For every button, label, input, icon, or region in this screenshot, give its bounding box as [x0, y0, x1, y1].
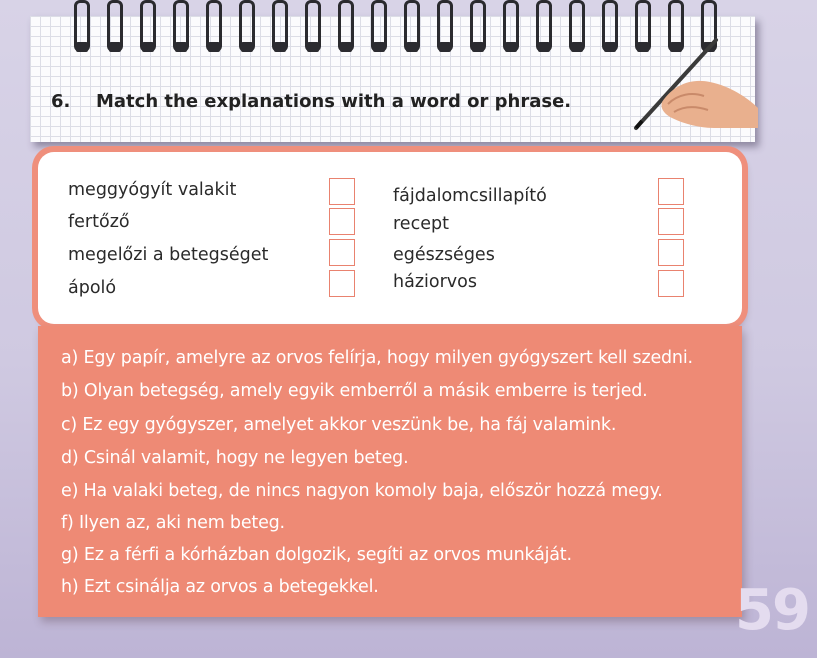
- answer-box[interactable]: [658, 208, 684, 235]
- spiral-ring: [470, 0, 486, 52]
- explanations-panel: [38, 326, 742, 617]
- answer-box[interactable]: [329, 178, 355, 205]
- explanation-c: c) Ez egy gyógyszer, amelyet akkor veszünk be, ha fáj valamink.: [61, 415, 617, 435]
- word-left-3: megelőzi a betegséget: [68, 245, 269, 265]
- spiral-ring: [602, 0, 618, 52]
- word-right-2: recept: [393, 214, 449, 234]
- spiral-ring: [437, 0, 453, 52]
- explanation-g: g) Ez a férfi a kórházban dolgozik, segíti az orvos munkáját.: [61, 545, 572, 565]
- explanation-d: d) Csinál valamit, hogy ne legyen beteg.: [61, 448, 409, 468]
- word-left-1: meggyógyít valakit: [68, 180, 237, 200]
- word-right-4: háziorvos: [393, 272, 477, 292]
- spiral-ring: [305, 0, 321, 52]
- word-left-4: ápoló: [68, 278, 117, 298]
- spiral-ring: [569, 0, 585, 52]
- explanation-f: f) Ilyen az, aki nem beteg.: [61, 513, 285, 533]
- explanation-b: b) Olyan betegség, amely egyik emberről a másik emberre is terjed.: [61, 381, 648, 401]
- spiral-ring: [239, 0, 255, 52]
- answer-box[interactable]: [329, 239, 355, 266]
- spiral-ring: [503, 0, 519, 52]
- word-right-3: egészséges: [393, 245, 495, 265]
- spiral-ring: [338, 0, 354, 52]
- task-number: 6.: [51, 91, 71, 112]
- page-number: 59: [735, 578, 809, 643]
- answer-box[interactable]: [658, 270, 684, 297]
- spiral-ring: [107, 0, 123, 52]
- answer-box[interactable]: [329, 208, 355, 235]
- word-right-1: fájdalomcsillapító: [393, 186, 547, 206]
- word-left-2: fertőző: [68, 212, 130, 232]
- task-instruction: Match the explanations with a word or phrase.: [96, 91, 572, 112]
- spiral-ring: [404, 0, 420, 52]
- word-panel: [38, 152, 742, 324]
- explanation-a: a) Egy papír, amelyre az orvos felírja, hogy milyen gyógyszert kell szedni.: [61, 348, 693, 368]
- spiral-ring: [272, 0, 288, 52]
- answer-box[interactable]: [658, 239, 684, 266]
- spiral-ring: [173, 0, 189, 52]
- answer-box[interactable]: [329, 270, 355, 297]
- spiral-ring: [536, 0, 552, 52]
- spiral-ring: [206, 0, 222, 52]
- explanation-e: e) Ha valaki beteg, de nincs nagyon komoly baja, először hozzá megy.: [61, 481, 663, 501]
- spiral-ring: [74, 0, 90, 52]
- explanation-h: h) Ezt csinálja az orvos a betegekkel.: [61, 577, 379, 597]
- spiral-ring: [140, 0, 156, 52]
- spiral-ring: [371, 0, 387, 52]
- hand-writing-icon: [622, 32, 762, 132]
- answer-box[interactable]: [658, 178, 684, 205]
